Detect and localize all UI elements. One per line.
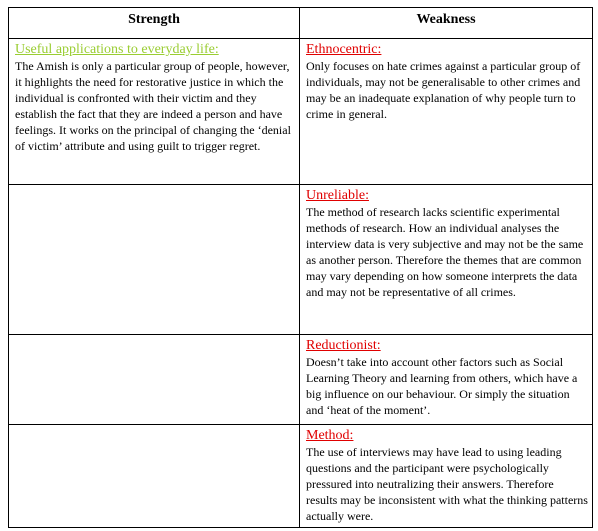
strength-heading: Useful applications to everyday life:	[15, 42, 219, 57]
weakness-heading: Unreliable:	[306, 188, 369, 203]
strength-cell-empty	[9, 185, 300, 335]
weakness-cell	[300, 335, 593, 425]
weakness-heading: Reductionist:	[306, 338, 381, 353]
strength-cell-empty	[9, 425, 300, 528]
table-row	[9, 425, 593, 528]
weakness-text: Doesn’t take into account other factors such as Social Learning Theory and learning from others, which have a big influence on our behaviour. Or simply the situation and ‘heat of the moment’.	[306, 355, 578, 417]
weakness-header: Weakness	[300, 8, 593, 39]
weakness-heading: Method:	[306, 428, 354, 443]
strength-weakness-table	[8, 7, 593, 528]
table-row	[9, 335, 593, 425]
strength-text: The Amish is only a particular group of people, however, it highlights the need for restorative justice in which the individual is confronted with their victim and they establish the fact that they are indeed a person and have feelings. It works on the principal of changing the ‘denial of victim’ attribute and using guilt to trigger regret.	[15, 59, 291, 153]
table-row	[9, 39, 593, 185]
weakness-text: The method of research lacks scientific experimental methods of research. How an individual analyses the interview data is very subjective and may not be the same as another person. Therefore the themes that are common may vary depending on how someone interprets the data and may not be representative of all crimes.	[306, 205, 584, 299]
weakness-cell	[300, 39, 593, 185]
weakness-text: The use of interviews may have lead to using leading questions and the participant were psychologically pressured into neutralizing their answers. Therefore results may be inconsistent with what the thinking patterns actually were.	[306, 445, 588, 523]
strength-cell	[9, 39, 300, 185]
weakness-text: Only focuses on hate crimes against a particular group of individuals, may not be generalisable to other crimes and may be an inadequate explanation of why people turn to crime in general.	[306, 59, 581, 121]
weakness-cell	[300, 185, 593, 335]
table-row	[9, 185, 593, 335]
strength-header: Strength	[9, 8, 300, 39]
header-row	[9, 8, 593, 39]
strength-cell-empty	[9, 335, 300, 425]
weakness-cell	[300, 425, 593, 528]
weakness-heading: Ethnocentric:	[306, 42, 382, 57]
